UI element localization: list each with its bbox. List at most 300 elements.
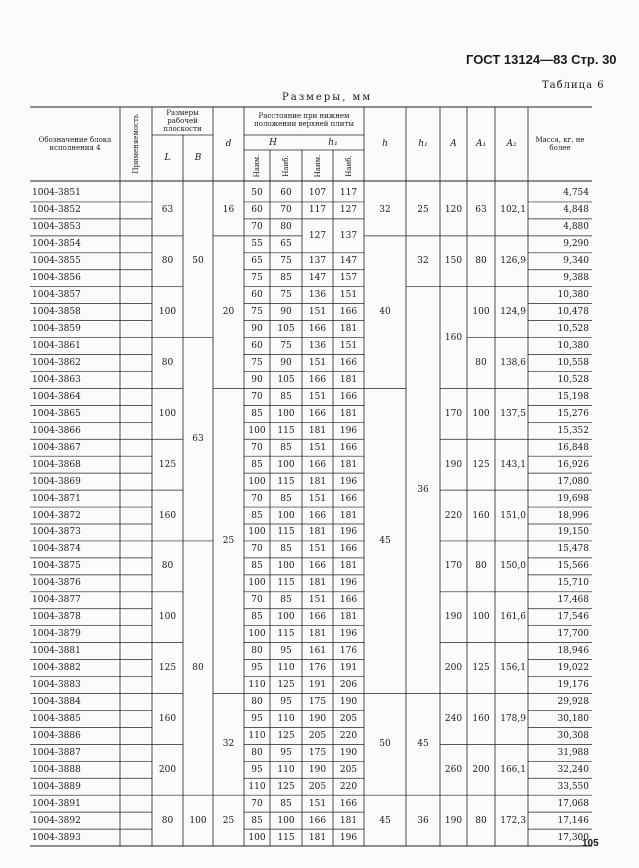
cell-a2: 137,5 [500, 408, 526, 419]
cell-a1: 160 [472, 713, 490, 724]
cell-h1-max: 181 [339, 815, 358, 826]
cell-a2: 172,3 [500, 815, 526, 826]
cell-H-min: 70 [251, 798, 263, 809]
cell-h: 50 [379, 739, 391, 750]
cell-H-min: 85 [251, 408, 263, 419]
cell-a: 170 [444, 408, 463, 419]
cell-h1-min: 205 [308, 730, 327, 741]
cell-h1-min: 181 [308, 425, 327, 436]
cell-h1-min: 166 [308, 612, 327, 623]
cell-mass: 15,352 [557, 425, 589, 436]
cell-h1-min: 166 [308, 324, 327, 335]
cell-H-min: 55 [251, 239, 263, 250]
cell-h1-min: 151 [308, 442, 327, 453]
row-code: 1004-3861 [32, 341, 81, 352]
cell-h1-max: 205 [339, 764, 358, 775]
cell-a2: 150,0 [500, 561, 526, 572]
cell-H-min: 70 [251, 544, 263, 555]
cell-h1-max: 166 [339, 798, 358, 809]
cell-mass: 30,180 [557, 713, 589, 724]
cell-h1-max: 166 [339, 442, 358, 453]
cell-H-max: 115 [277, 476, 295, 487]
cell-a: 190 [444, 612, 463, 623]
cell-h: 40 [379, 307, 391, 318]
cell-H-min: 100 [248, 578, 266, 589]
cell-h1-min: 137 [308, 256, 327, 267]
cell-mass: 17,300 [557, 832, 589, 843]
cell-h1-min: 151 [308, 391, 327, 402]
row-code: 1004-3859 [32, 324, 81, 335]
row-code: 1004-3856 [32, 273, 81, 284]
cell-H-max: 95 [280, 646, 292, 657]
cell-H-min: 75 [251, 307, 263, 318]
cell-H-min: 80 [251, 646, 263, 657]
cell-H-max: 100 [277, 612, 295, 623]
row-code: 1004-3853 [32, 222, 81, 233]
cell-mass: 4,848 [563, 205, 589, 216]
header-applicability: Применяемость [132, 114, 140, 174]
cell-mass: 19,022 [557, 663, 589, 674]
cell-a: 150 [444, 256, 463, 267]
table-label: Таблица 6 [542, 80, 605, 91]
cell-h1-max: 181 [339, 374, 358, 385]
cell-h1-max: 166 [339, 357, 358, 368]
cell-H-min: 100 [248, 629, 266, 640]
cell-a1: 80 [475, 357, 487, 368]
cell-H-max: 85 [280, 391, 292, 402]
cell-h1-min: 117 [308, 205, 327, 216]
cell-mass: 17,468 [557, 595, 589, 606]
cell-H-max: 105 [277, 324, 295, 335]
cell-a: 220 [444, 510, 463, 521]
header-work-surface: Размеры рабочей плоскости [163, 109, 202, 133]
cell-h1-max: 157 [339, 273, 358, 284]
cell-a1: 80 [475, 256, 487, 267]
cell-h1-max: 181 [339, 324, 358, 335]
cell-h1-max: 181 [339, 459, 358, 470]
row-code: 1004-3864 [32, 391, 81, 402]
row-code: 1004-3889 [32, 781, 81, 792]
cell-h1-min: 181 [308, 527, 327, 538]
cell-H-max: 100 [277, 815, 295, 826]
row-code: 1004-3886 [32, 730, 81, 741]
cell-H-min: 70 [251, 222, 263, 233]
row-code: 1004-3862 [32, 357, 81, 368]
cell-H-max: 115 [277, 832, 295, 843]
header-h1-col: h₁ [418, 139, 428, 149]
cell-l: 160 [158, 510, 177, 521]
cell-h1-min: 127 [308, 230, 327, 241]
cell-h1col: 45 [417, 739, 429, 750]
row-code: 1004-3887 [32, 747, 81, 758]
cell-mass: 33,550 [557, 781, 589, 792]
cell-d: 25 [222, 535, 235, 546]
header-span-mask [301, 136, 304, 150]
cell-mass: 17,146 [557, 815, 589, 826]
cell-H-max: 75 [280, 290, 292, 301]
header-h1: h₁ [328, 138, 338, 148]
header-designation: Обозначение блока исполнения 4 [38, 136, 112, 152]
cell-h1-max: 117 [339, 188, 358, 199]
cell-H-min: 90 [251, 374, 263, 385]
cell-mass: 19,176 [557, 680, 589, 691]
cell-H-min: 70 [251, 442, 263, 453]
cell-h1-max: 166 [339, 595, 358, 606]
cell-a: 240 [444, 713, 463, 724]
cell-h1-min: 136 [308, 290, 327, 301]
cell-h1-max: 196 [339, 425, 358, 436]
cell-b: 50 [192, 256, 204, 267]
cell-H-min: 100 [248, 832, 266, 843]
cell-h1-min: 151 [308, 357, 327, 368]
cell-mass: 10,478 [557, 307, 589, 318]
cell-H-max: 100 [277, 459, 295, 470]
page-number: 105 [582, 838, 599, 849]
cell-a: 260 [444, 764, 463, 775]
cell-d: 32 [222, 739, 235, 750]
header-h1-min: Наим. [313, 154, 322, 178]
cell-h1-max: 181 [339, 612, 358, 623]
cell-a1: 125 [472, 663, 490, 674]
cell-h1-min: 190 [308, 764, 327, 775]
cell-a: 190 [444, 459, 463, 470]
row-code: 1004-3874 [32, 544, 81, 555]
cell-H-min: 70 [251, 391, 263, 402]
header-H-max: Наиб. [282, 155, 290, 177]
cell-l: 125 [158, 663, 177, 674]
cell-H-min: 70 [251, 595, 263, 606]
row-code: 1004-3867 [32, 442, 81, 453]
row-code: 1004-3881 [32, 646, 81, 657]
cell-mass: 19,150 [557, 527, 589, 538]
cell-h1-max: 176 [339, 646, 358, 657]
cell-H-min: 70 [251, 493, 263, 504]
header-A2: A₂ [506, 139, 517, 149]
cell-h1-max: 196 [339, 578, 358, 589]
cell-mass: 19,698 [557, 493, 589, 504]
cell-a1: 63 [475, 205, 487, 216]
cell-H-max: 125 [277, 730, 295, 741]
cell-H-min: 60 [251, 341, 263, 352]
cell-H-max: 95 [280, 696, 292, 707]
cell-H-min: 95 [251, 764, 263, 775]
cell-h1-max: 166 [339, 307, 358, 318]
cell-l: 80 [161, 357, 174, 368]
header-L: L [164, 153, 171, 163]
cell-H-min: 95 [251, 713, 263, 724]
cell-mass: 15,276 [557, 408, 589, 419]
cell-a2: 102,1 [500, 205, 526, 216]
row-code: 1004-3868 [32, 459, 81, 470]
cell-h1-max: 220 [339, 781, 358, 792]
cell-mass: 18,946 [557, 646, 589, 657]
cell-h1-min: 151 [308, 307, 327, 318]
cell-H-min: 110 [248, 730, 266, 741]
cell-a1: 125 [472, 459, 490, 470]
row-code: 1004-3875 [32, 561, 81, 572]
cell-H-max: 125 [277, 781, 295, 792]
row-code: 1004-3855 [32, 256, 81, 267]
cell-h1-min: 175 [308, 696, 327, 707]
header-A1: A₁ [475, 139, 487, 149]
cell-H-min: 85 [251, 561, 263, 572]
cell-H-max: 90 [280, 307, 292, 318]
cell-a: 170 [444, 561, 463, 572]
cell-H-max: 85 [280, 493, 292, 504]
cell-H-max: 110 [277, 663, 295, 674]
cell-h: 32 [379, 205, 391, 216]
cell-H-min: 85 [251, 815, 263, 826]
cell-h1-min: 147 [308, 273, 327, 284]
cell-mass: 10,528 [557, 374, 589, 385]
cell-mass: 18,996 [557, 510, 589, 521]
cell-H-min: 75 [251, 357, 263, 368]
header-H-min: Наим. [253, 154, 261, 178]
cell-h1-max: 190 [339, 747, 358, 758]
cell-H-min: 85 [251, 612, 263, 623]
cell-h1-min: 181 [308, 832, 327, 843]
cell-h1-min: 205 [308, 781, 327, 792]
cell-H-min: 95 [251, 663, 263, 674]
cell-h1col: 25 [417, 205, 429, 216]
row-code: 1004-3854 [32, 239, 81, 250]
row-code: 1004-3876 [32, 578, 81, 589]
cell-h1-min: 166 [308, 408, 327, 419]
cell-H-min: 75 [251, 273, 263, 284]
cell-mass: 17,546 [557, 612, 589, 623]
cell-a2: 151,0 [500, 510, 526, 521]
cell-h1-min: 151 [308, 595, 327, 606]
cell-h1-min: 190 [308, 713, 327, 724]
row-code: 1004-3858 [32, 307, 81, 318]
cell-mass: 10,380 [557, 290, 589, 301]
cell-h1-max: 151 [339, 290, 358, 301]
cell-a1: 100 [472, 307, 490, 318]
cell-mass: 10,380 [557, 341, 589, 352]
header-H: H [269, 138, 277, 148]
cell-h1-min: 136 [308, 341, 327, 352]
cell-d: 25 [222, 815, 235, 826]
cell-H-max: 90 [280, 357, 292, 368]
cell-mass: 16,926 [557, 459, 589, 470]
cell-l: 125 [158, 459, 177, 470]
cell-h: 45 [379, 815, 391, 826]
cell-h1-min: 161 [308, 646, 327, 657]
cell-d: 20 [222, 307, 235, 318]
cell-a: 190 [444, 815, 463, 826]
header-h: h [382, 139, 388, 149]
cell-b: 100 [189, 815, 207, 826]
cell-mass: 10,558 [557, 357, 589, 368]
row-code: 1004-3879 [32, 629, 81, 640]
cell-H-max: 115 [277, 578, 295, 589]
cell-a: 120 [444, 205, 463, 216]
cell-h1-min: 181 [308, 476, 327, 487]
cell-mass: 15,566 [557, 561, 589, 572]
cell-H-min: 85 [251, 459, 263, 470]
cell-H-max: 100 [277, 510, 295, 521]
cell-h1-min: 166 [308, 459, 327, 470]
cell-a2: 126,9 [500, 256, 526, 267]
header-B: B [194, 153, 202, 163]
cell-h1-max: 190 [339, 696, 358, 707]
header-A: A [450, 139, 457, 149]
cell-h1-max: 151 [339, 341, 358, 352]
cell-h1-min: 175 [308, 747, 327, 758]
row-code: 1004-3871 [32, 493, 81, 504]
cell-h1-max: 205 [339, 713, 358, 724]
cell-a1: 160 [472, 510, 490, 521]
cell-H-min: 100 [248, 527, 266, 538]
cell-a: 200 [444, 663, 463, 674]
cell-mass: 16,848 [557, 442, 589, 453]
cell-mass: 9,388 [563, 273, 589, 284]
cell-d: 16 [222, 205, 235, 216]
row-code: 1004-3852 [32, 205, 81, 216]
cell-H-max: 100 [277, 408, 295, 419]
cell-h1-min: 151 [308, 493, 327, 504]
header-mass: Масса, кг, не более [535, 136, 585, 152]
row-code: 1004-3857 [32, 290, 81, 301]
row-code: 1004-3851 [32, 188, 81, 199]
cell-H-min: 60 [251, 205, 263, 216]
cell-b: 63 [192, 434, 204, 445]
cell-H-max: 115 [277, 425, 295, 436]
cell-H-max: 75 [280, 341, 292, 352]
sizes-caption: Размеры, мм [282, 92, 373, 103]
cell-mass: 10,528 [557, 324, 589, 335]
cell-h1-max: 181 [339, 561, 358, 572]
cell-mass: 17,700 [557, 629, 589, 640]
cell-h1-max: 166 [339, 391, 358, 402]
cell-mass: 9,340 [563, 256, 589, 267]
cell-H-max: 110 [277, 764, 295, 775]
row-code: 1004-3882 [32, 663, 81, 674]
cell-h1-max: 127 [339, 205, 358, 216]
cell-H-max: 95 [280, 747, 292, 758]
row-code: 1004-3885 [32, 713, 81, 724]
cell-mass: 4,754 [563, 188, 589, 199]
cell-H-min: 65 [251, 256, 263, 267]
cell-H-min: 100 [248, 425, 266, 436]
cell-H-max: 85 [280, 595, 292, 606]
cell-h1-min: 181 [308, 629, 327, 640]
cell-h1col: 32 [417, 256, 429, 267]
cell-h1col: 36 [417, 815, 429, 826]
cell-H-max: 70 [280, 205, 292, 216]
cell-mass: 30,308 [557, 730, 589, 741]
cell-l: 200 [158, 764, 177, 775]
cell-H-max: 115 [277, 629, 295, 640]
cell-a1: 100 [472, 612, 490, 623]
cell-h1-min: 166 [308, 374, 327, 385]
cell-a1: 200 [472, 764, 490, 775]
cell-H-min: 60 [251, 290, 263, 301]
cell-mass: 17,068 [557, 798, 589, 809]
cell-h1-max: 196 [339, 629, 358, 640]
cell-h: 45 [379, 535, 391, 546]
row-code: 1004-3884 [32, 696, 81, 707]
cell-mass: 15,198 [557, 391, 589, 402]
cell-H-max: 75 [280, 256, 292, 267]
cell-h1-min: 107 [308, 188, 327, 199]
header-h1-max: Наиб. [344, 155, 353, 177]
cell-a2: 143,1 [500, 459, 526, 470]
cell-h1-max: 147 [339, 256, 358, 267]
cell-H-max: 60 [280, 188, 292, 199]
row-code: 1004-3878 [32, 612, 81, 623]
cell-H-max: 85 [280, 544, 292, 555]
row-code: 1004-3883 [32, 680, 81, 691]
row-code: 1004-3869 [32, 476, 81, 487]
cell-a2: 161,6 [500, 612, 526, 623]
cell-H-min: 80 [251, 747, 263, 758]
cell-H-max: 65 [280, 239, 292, 250]
cell-H-min: 110 [248, 680, 266, 691]
row-code: 1004-3891 [32, 798, 81, 809]
cell-h1-min: 191 [308, 680, 327, 691]
cell-a2: 138,6 [500, 357, 526, 368]
cell-H-max: 85 [280, 273, 292, 284]
cell-H-min: 85 [251, 510, 263, 521]
cell-l: 160 [158, 713, 177, 724]
cell-b: 80 [192, 663, 204, 674]
row-code: 1004-3893 [32, 832, 81, 843]
cell-h1-max: 196 [339, 527, 358, 538]
cell-H-min: 50 [251, 188, 263, 199]
row-code: 1004-3888 [32, 764, 81, 775]
row-code: 1004-3872 [32, 510, 81, 521]
row-code: 1004-3866 [32, 425, 81, 436]
cell-h1-min: 176 [308, 663, 327, 674]
cell-l: 80 [161, 561, 174, 572]
cell-H-max: 115 [277, 527, 295, 538]
cell-mass: 29,928 [557, 696, 589, 707]
row-code: 1004-3877 [32, 595, 81, 606]
cell-h1-max: 191 [339, 663, 358, 674]
header-distance: Расстояние при нижнем положении верхней плиты [254, 112, 354, 128]
cell-a1: 100 [472, 408, 490, 419]
cell-mass: 31,988 [557, 747, 589, 758]
cell-mass: 15,710 [557, 578, 589, 589]
cell-H-max: 110 [277, 713, 295, 724]
cell-mass: 4,880 [563, 222, 589, 233]
cell-a2: 124,9 [500, 307, 526, 318]
cell-h1col: 36 [417, 485, 429, 496]
cell-H-min: 80 [251, 696, 263, 707]
row-code: 1004-3892 [32, 815, 81, 826]
cell-H-max: 85 [280, 442, 292, 453]
cell-a2: 156,1 [500, 663, 526, 674]
cell-H-max: 100 [277, 561, 295, 572]
cell-h1-min: 166 [308, 510, 327, 521]
cell-H-max: 80 [280, 222, 292, 233]
cell-h1-max: 196 [339, 832, 358, 843]
header-d: d [225, 139, 232, 149]
cell-a1: 80 [475, 815, 487, 826]
row-code: 1004-3873 [32, 527, 81, 538]
cell-mass: 15,478 [557, 544, 589, 555]
cell-mass: 17,080 [557, 476, 589, 487]
page-header: ГОСТ 13124—83 Стр. 30 [466, 52, 617, 67]
row-code: 1004-3865 [32, 408, 81, 419]
cell-l: 100 [158, 307, 177, 318]
cell-h1-max: 137 [339, 230, 358, 241]
cell-h1-max: 220 [339, 730, 358, 741]
cell-h1-min: 151 [308, 544, 327, 555]
cell-h1-max: 206 [339, 680, 358, 691]
cell-a2: 166,1 [500, 764, 526, 775]
